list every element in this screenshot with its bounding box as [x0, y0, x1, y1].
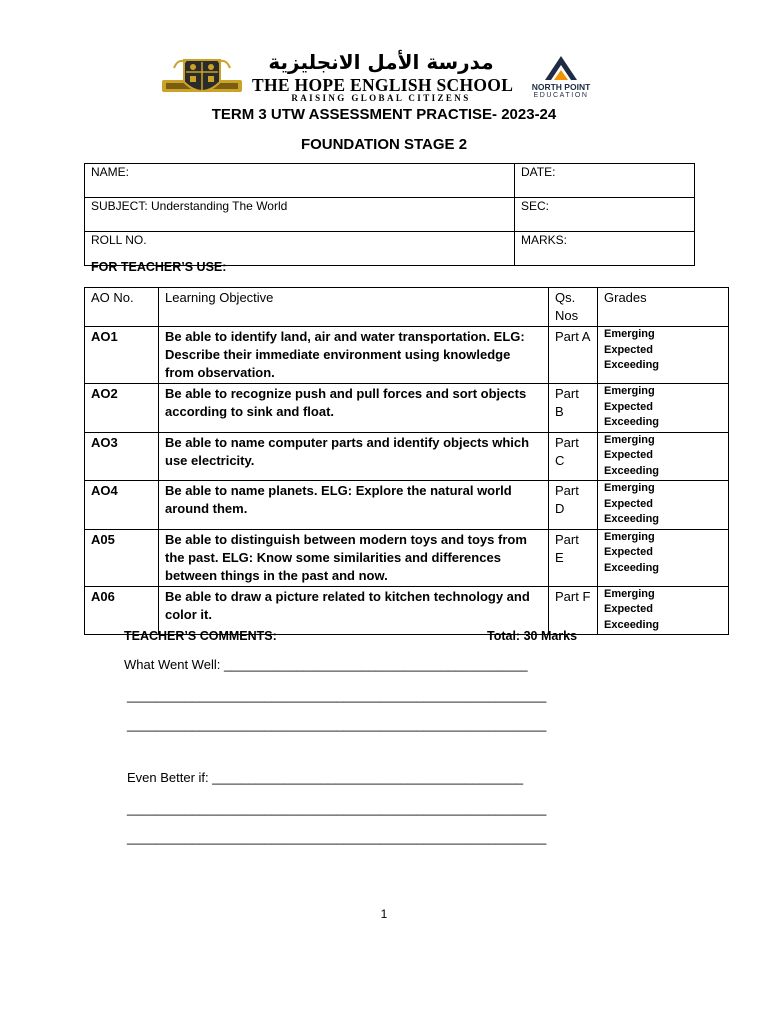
roll-no-field[interactable]: ROLL NO. — [85, 232, 515, 266]
assessment-objectives-table — [84, 287, 729, 635]
ao-part: Part B — [549, 384, 598, 433]
grade-exceeding[interactable]: Exceeding — [604, 464, 660, 477]
assessment-title: TERM 3 UTW ASSESSMENT PRACTISE- 2023-24 — [211, 106, 557, 123]
teacher-use-label: FOR TEACHER’S USE: — [91, 260, 227, 274]
even-better-if-line[interactable]: Even Better if: ___________________________________________ — [127, 770, 524, 785]
grade-expected[interactable]: Expected — [604, 400, 653, 413]
marks-field[interactable]: MARKS: — [515, 232, 695, 266]
teacher-comments-label: TEACHER’S COMMENTS: — [124, 629, 277, 643]
header-objective: Learning Objective — [159, 288, 549, 327]
grade-exceeding[interactable]: Exceeding — [604, 513, 660, 525]
table-header-row — [85, 288, 729, 327]
ao-number: A06 — [85, 586, 159, 635]
header-qs: Qs. Nos — [549, 288, 598, 327]
ao-part: Part C — [549, 432, 598, 481]
partner-subtitle: EDUCATION — [533, 92, 589, 99]
grade-expected[interactable]: Expected — [604, 343, 653, 356]
grade-exceeding[interactable]: Exceeding — [604, 416, 660, 428]
grade-emerging[interactable]: Emerging — [604, 482, 655, 494]
grade-exceeding[interactable]: Exceeding — [604, 561, 660, 574]
header-ao: AO No. — [85, 288, 159, 327]
school-motto: RAISING GLOBAL CITIZENS — [291, 93, 471, 103]
name-field[interactable]: NAME: — [85, 164, 515, 198]
grade-options[interactable] — [598, 481, 729, 530]
grade-expected[interactable]: Expected — [604, 546, 653, 558]
grade-options[interactable] — [598, 432, 729, 481]
comment-blank-line[interactable]: __________________________________________________________ — [127, 717, 547, 732]
school-name: THE HOPE ENGLISH SCHOOL — [252, 75, 514, 95]
what-went-well-line[interactable]: What Went Well: __________________________________________ — [124, 657, 528, 672]
grade-exceeding[interactable]: Exceeding — [604, 618, 660, 631]
grade-options[interactable] — [598, 529, 729, 586]
ao-part: Part A — [549, 327, 598, 384]
comment-blank-line[interactable]: __________________________________________________________ — [127, 688, 547, 703]
ao-number: AO1 — [85, 327, 159, 384]
page-number: 1 — [380, 907, 388, 921]
grade-emerging[interactable]: Emerging — [604, 530, 655, 543]
comment-blank-line[interactable]: __________________________________________________________ — [127, 801, 547, 816]
school-name-arabic: مدرسة الأمل الانجليزية — [268, 50, 494, 74]
student-info-table — [84, 163, 695, 266]
table-row — [85, 327, 729, 384]
grade-exceeding[interactable]: Exceeding — [604, 359, 660, 371]
ao-number: AO3 — [85, 432, 159, 481]
table-row — [85, 432, 729, 481]
sec-field[interactable]: SEC: — [515, 198, 695, 232]
comment-blank-line[interactable]: __________________________________________________________ — [127, 830, 547, 845]
table-row — [85, 481, 729, 530]
header-grades: Grades — [598, 288, 729, 327]
table-row — [85, 586, 729, 635]
ao-part: Part F — [549, 586, 598, 635]
ao-part: Part E — [549, 529, 598, 586]
grade-expected[interactable]: Expected — [604, 603, 653, 615]
ao-objective: Be able to name planets. ELG: Explore the natural world around them. — [159, 481, 549, 530]
date-field[interactable]: DATE: — [515, 164, 695, 198]
ao-number: AO2 — [85, 384, 159, 433]
total-marks: Total: 30 Marks — [487, 629, 578, 643]
school-crest-logo — [160, 56, 244, 102]
ao-objective: Be able to identify land, air and water transportation. ELG: Describe their immediate environment using knowledge from observation. — [159, 327, 549, 384]
ao-objective: Be able to distinguish between modern toys and toys from the past. ELG: Know some similarities and differences between things in the past and now. — [159, 529, 549, 586]
grade-options[interactable] — [598, 384, 729, 433]
grade-options[interactable] — [598, 327, 729, 384]
partner-name: NORTH POINT — [531, 82, 591, 92]
grade-expected[interactable]: Expected — [604, 449, 653, 461]
ao-part: Part D — [549, 481, 598, 530]
subject-field: SUBJECT: Understanding The World — [85, 198, 515, 232]
grade-emerging[interactable]: Emerging — [604, 587, 655, 600]
grade-emerging[interactable]: Emerging — [604, 328, 655, 340]
grade-options[interactable] — [598, 586, 729, 635]
ao-objective: Be able to draw a picture related to kitchen technology and color it. — [159, 586, 549, 635]
ao-number: AO4 — [85, 481, 159, 530]
table-row — [85, 384, 729, 433]
ao-objective: Be able to name computer parts and identify objects which use electricity. — [159, 432, 549, 481]
grade-expected[interactable]: Expected — [604, 497, 653, 510]
table-row — [85, 529, 729, 586]
grade-emerging[interactable]: Emerging — [604, 385, 655, 397]
stage-title: FOUNDATION STAGE 2 — [300, 136, 468, 153]
ao-number: A05 — [85, 529, 159, 586]
grade-emerging[interactable]: Emerging — [604, 433, 655, 446]
ao-objective: Be able to recognize push and pull forces and sort objects according to sink and float. — [159, 384, 549, 433]
